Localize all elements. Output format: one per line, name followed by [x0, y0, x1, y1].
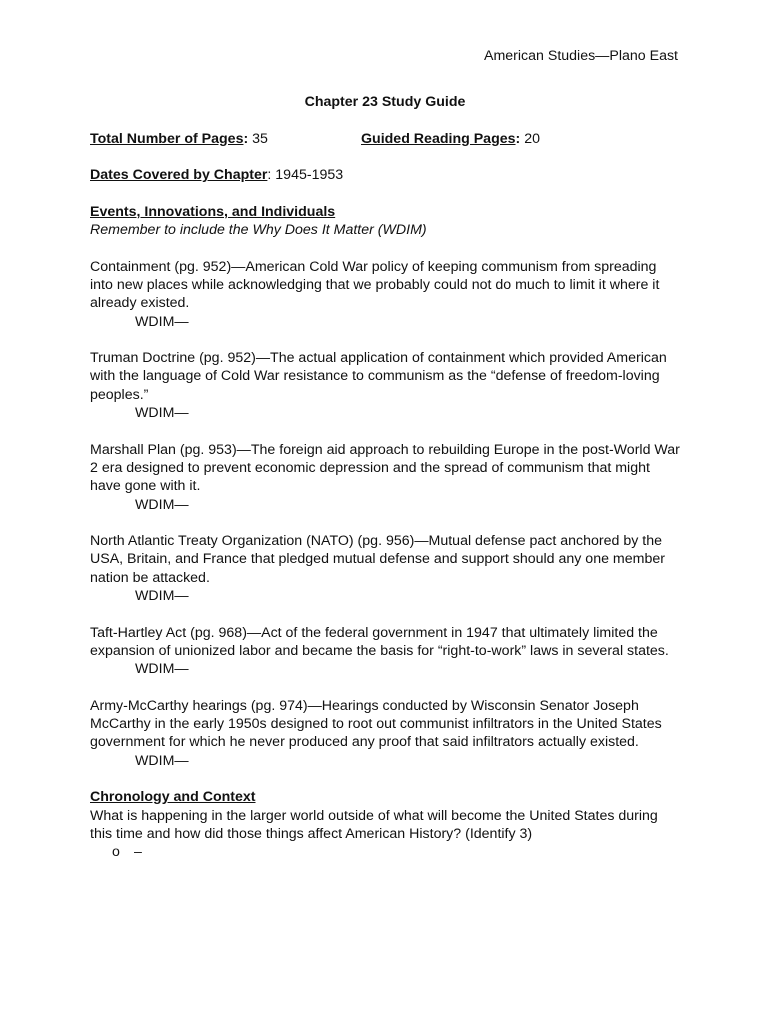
entry-taft-hartley	[90, 624, 680, 679]
wdim-line: WDIM—	[135, 405, 189, 422]
dates-covered-label: Dates Covered by Chapter	[90, 167, 268, 184]
wdim-line: WDIM—	[135, 588, 189, 605]
entry-text: Truman Doctrine (pg. 952)—The actual application of containment which provided American with the language of Cold War resistance to communism as the “defense of freedom-loving peoples.”	[90, 350, 667, 403]
chronology-bullet	[90, 843, 680, 861]
entry-text: Taft-Hartley Act (pg. 968)—Act of the federal government in 1947 that ultimately limited the expansion of unionized labor and became the basis for “right-to-work” laws in several states.	[90, 624, 669, 659]
guided-pages-value: 20	[524, 130, 540, 147]
page-title: Chapter 23 Study Guide	[304, 94, 466, 110]
bullet-marker: o	[112, 844, 120, 861]
entry-text: Army-McCarthy hearings (pg. 974)—Hearings conducted by Wisconsin Senator Joseph McCarthy in the early 1950s designed to root out communist infiltrators in the United States government for which he never produced any proof that said infiltrators actually existed.	[90, 697, 662, 751]
chronology-heading: Chronology and Context	[90, 789, 256, 806]
entry-text: North Atlantic Treaty Organization (NATO) (pg. 956)—Mutual defense pact anchored by the USA, Britain, and France that pledged mutual defense and support should any one member nation be attacked.	[90, 533, 665, 586]
events-heading: Events, Innovations, and Individuals	[90, 203, 336, 220]
guided-pages: Guided Reading Pages: 20	[361, 130, 540, 147]
guided-pages-label: Guided Reading Pages	[361, 130, 516, 147]
entry-truman-doctrine	[90, 349, 680, 422]
bullet-text: –	[134, 844, 142, 861]
wdim-line: WDIM—	[135, 313, 189, 330]
entry-text: Marshall Plan (pg. 953)—The foreign aid approach to rebuilding Europe in the post-World War 2 era designed to prevent economic depression and the spread of communism that might have gone with it.	[90, 441, 680, 495]
entry-text: Containment (pg. 952)—American Cold War policy of keeping communism from spreading into new places while acknowledging that we probably could not do much to limit it where it already existed.	[90, 258, 660, 312]
total-pages: Total Number of Pages: 35	[90, 130, 268, 147]
entry-army-mccarthy	[90, 697, 680, 770]
dates-covered-value: 1945-1953	[275, 167, 344, 184]
chronology-prompt: What is happening in the larger world outside of what will become the United States during this time and how did those things affect American History? (Identify 3)	[90, 807, 658, 842]
wdim-line: WDIM—	[135, 496, 189, 513]
page-count-row	[90, 130, 680, 148]
course-header: American Studies—Plano East	[484, 48, 678, 64]
entry-containment	[90, 258, 680, 331]
events-subtitle: Remember to include the Why Does It Matter (WDIM)	[90, 222, 427, 239]
entry-marshall-plan	[90, 441, 680, 514]
total-pages-label: Total Number of Pages	[90, 130, 244, 147]
wdim-line: WDIM—	[135, 752, 189, 769]
wdim-line: WDIM—	[135, 661, 189, 678]
dates-covered: Dates Covered by Chapter: 1945-1953	[90, 167, 344, 184]
document-body	[90, 93, 680, 861]
total-pages-value: 35	[252, 130, 268, 147]
entry-nato	[90, 532, 680, 605]
